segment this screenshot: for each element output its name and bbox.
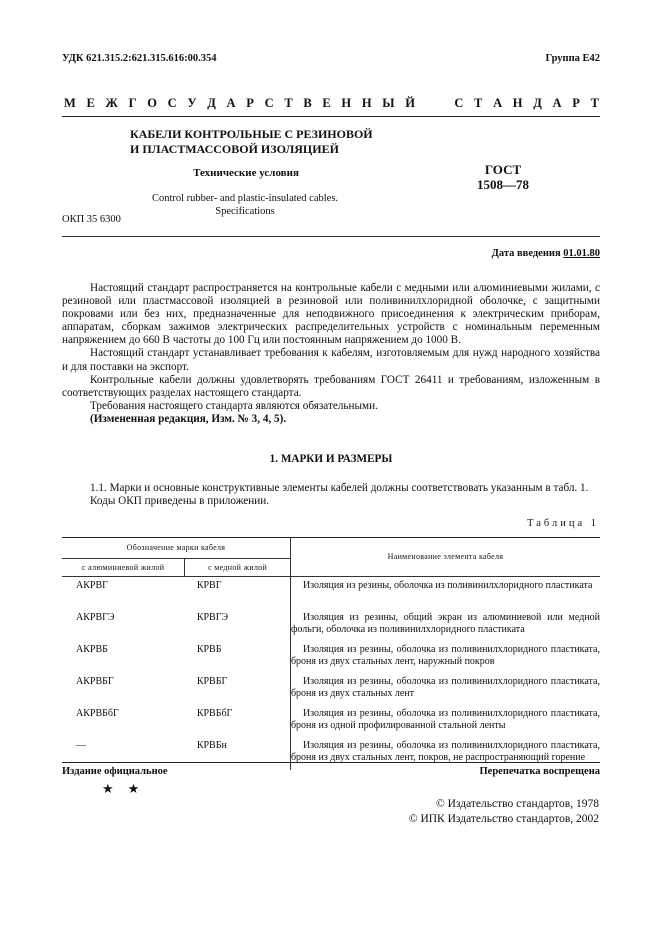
copyright-2002: © ИПК Издательство стандартов, 2002	[408, 813, 599, 825]
table-body	[62, 577, 600, 771]
table-row	[62, 609, 600, 641]
banner-letter: Е	[322, 96, 331, 110]
banner-letter: А	[552, 96, 562, 110]
banner-letter: С	[454, 96, 464, 110]
english-title	[110, 192, 380, 218]
section-1-title: 1. МАРКИ И РАЗМЕРЫ	[269, 453, 393, 465]
interstate-standard-banner	[64, 96, 599, 111]
intro-date-value: 01.01.80	[563, 248, 600, 259]
paragraph-scope: Настоящий стандарт распространяется на контрольные кабели с медными или алюминиевыми жилами, с резиновой или пластмассовой изоляцией в резиновой или поливинилхлоридной оболочке, с защитными покровами или без них, предназначенные для неподвижного присоединения к электрическим приборам, аппаратам, сборкам зажимов электрических распределительных устройств с номинальным переменным напряжением до 660 В частоты до 100 Гц или постоянным напряжением до 1000 В.	[62, 282, 600, 347]
cell-aluminum-grade: АКРВГЭ	[76, 612, 115, 623]
header-grade-designation: Обозначение марки кабеля	[62, 538, 290, 559]
banner-word-gap	[426, 96, 444, 111]
revision-note: (Измененная редакция, Изм. № 3, 4, 5).	[90, 412, 287, 425]
banner-letter: М	[64, 96, 76, 110]
group-code: Группа Е42	[545, 53, 600, 64]
reprint-prohibited: Перепечатка воспрещена	[479, 766, 600, 777]
banner-letter: Й	[405, 96, 415, 110]
cable-grades-table	[62, 537, 600, 770]
section-1-body	[62, 482, 600, 508]
banner-letter: Т	[284, 96, 293, 110]
clause-1-1: 1.1. Марки и основные конструктивные элементы кабелей должны соответствовать указанным в табл. 1.	[90, 482, 589, 494]
title-rule	[62, 236, 600, 237]
cell-aluminum-grade: АКРВБ	[76, 644, 108, 655]
gost-designation	[468, 162, 538, 192]
table-row	[62, 705, 600, 737]
paragraph-gost-26411: Контрольные кабели должны удовлетворять требованиям ГОСТ 26411 и требованиям, изложенным в соответствующих разделах настоящего стандарта.	[62, 373, 600, 399]
banner-letter: Ы	[382, 96, 395, 110]
banner-letter: А	[493, 96, 503, 110]
banner-letter: Р	[572, 96, 580, 110]
header-element-name: Наименование элемента кабеля	[290, 538, 600, 577]
banner-letter: Е	[86, 96, 95, 110]
document-title	[130, 127, 410, 157]
table-caption: Таблица 1	[527, 518, 599, 529]
cell-element-name: Изоляция из резины, общий экран из алюминиевой или медной фольги, оболочка из поливинилхлоридного пластиката	[290, 609, 600, 641]
footer-rule	[62, 762, 600, 763]
table-row	[62, 641, 600, 673]
clause-okp-note: Коды ОКП приведены в приложении.	[90, 495, 270, 508]
banner-letter: В	[303, 96, 312, 110]
banner-letter: О	[147, 96, 157, 110]
banner-letter: Т	[474, 96, 483, 110]
stars-icon: ★★	[102, 781, 154, 796]
table-row	[62, 673, 600, 705]
banner-letter: Д	[207, 96, 216, 110]
table-header-row	[62, 538, 600, 559]
paragraph-requirements: Настоящий стандарт устанавливает требования к кабелям, изготовляемым для нужд народного хозяйства и для поставки на экспорт.	[62, 347, 600, 373]
banner-letter: Н	[341, 96, 352, 110]
banner-letter: Р	[246, 96, 254, 110]
udk-code: УДК 621.315.2:621.315.616:00.354	[62, 53, 217, 64]
cell-copper-grade: КРВГЭ	[196, 612, 229, 623]
cell-aluminum-grade: АКРВГ	[76, 580, 108, 591]
gost-number: 1508—78	[477, 177, 529, 192]
banner-letter: Д	[533, 96, 542, 110]
official-edition: Издание официальное	[62, 766, 168, 777]
cell-copper-grade: КРВГ	[196, 580, 222, 591]
cell-element-name: Изоляция из резины, оболочка из поливинилхлоридного пластиката	[290, 577, 600, 610]
english-title-line-2: Specifications	[215, 206, 275, 217]
banner-letter: У	[187, 96, 197, 110]
cell-element-name: Изоляция из резины, оболочка из поливинилхлоридного пластиката, броня из двух стальных лент, наружный покров	[290, 641, 600, 673]
cell-element-name: Изоляция из резины, оболочка из поливинилхлоридного пластиката, броня из двух стальных лент	[290, 673, 600, 705]
gost-label: ГОСТ	[484, 162, 522, 177]
header-aluminum-core: с алюминиевой жилой	[62, 559, 185, 577]
banner-letter: С	[167, 96, 177, 110]
intro-date-label: Дата введения	[491, 248, 561, 259]
copyright-1978: © Издательство стандартов, 1978	[435, 798, 599, 810]
cell-aluminum-grade: АКРВБбГ	[76, 708, 119, 719]
paragraph-mandatory: Требования настоящего стандарта являются обязательными.	[90, 399, 378, 412]
title-line-1: КАБЕЛИ КОНТРОЛЬНЫЕ С РЕЗИНОВОЙ	[130, 127, 373, 141]
banner-letter: С	[264, 96, 274, 110]
intro-date	[492, 248, 600, 259]
banner-letter: Н	[512, 96, 523, 110]
header-copper-core: с медной жилой	[185, 559, 291, 577]
cell-element-name: Изоляция из резины, оболочка из поливинилхлоридного пластиката, броня из одной профилированной стальной ленты	[290, 705, 600, 737]
table-row	[62, 577, 600, 610]
title-line-2: И ПЛАСТМАССОВОЙ ИЗОЛЯЦИЕЙ	[130, 142, 339, 156]
cell-copper-grade: КРВБГ	[196, 676, 228, 687]
banner-letter: А	[226, 96, 236, 110]
cell-element-name: Изоляция из резины, оболочка из поливинилхлоридного пластиката, броня из двух стальных лент, покров, не распространяющий горение	[290, 737, 600, 770]
banner-letter: Т	[590, 96, 599, 110]
subtitle: Технические условия	[193, 167, 299, 179]
cell-copper-grade: КРВБн	[196, 740, 227, 751]
cell-aluminum-grade: АКРВБГ	[76, 676, 114, 687]
banner-letter: Н	[361, 96, 372, 110]
banner-letter: Г	[128, 96, 137, 110]
banner-letter: Ж	[105, 96, 118, 110]
cell-copper-grade: КРВБ	[196, 644, 222, 655]
intro-text	[62, 282, 600, 426]
okp-code: ОКП 35 6300	[62, 214, 121, 225]
english-title-line-1: Control rubber- and plastic-insulated cables.	[151, 193, 339, 204]
cell-copper-grade: КРВБбГ	[196, 708, 233, 719]
cell-aluminum-grade: —	[76, 740, 86, 751]
header-rule	[62, 116, 600, 117]
